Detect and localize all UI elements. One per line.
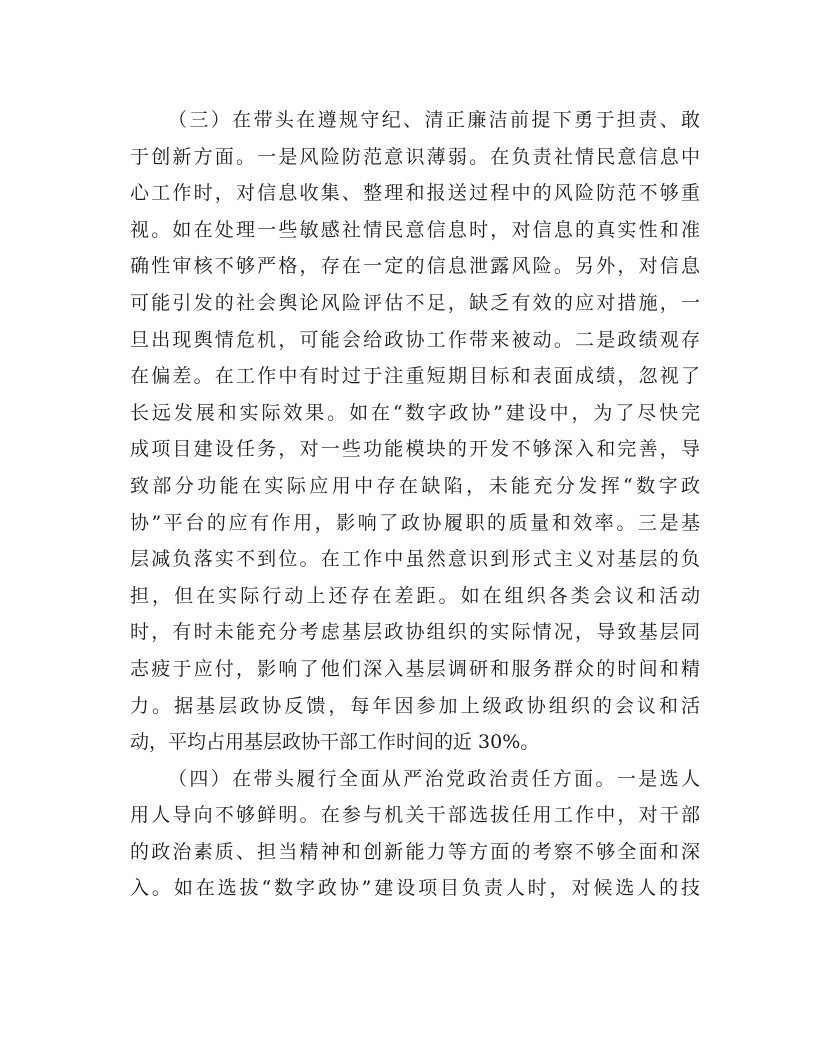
paragraph-line: 时，有时未能充分考虑基层政协组织的实际情况，导致基层同: [130, 621, 700, 644]
paragraph-line: 长远发展和实际效果。如在“数字政协”建设中，为了尽快完: [130, 401, 700, 424]
paragraph-line: 动，平均占用基层政协干部工作时间的近 30%。: [130, 731, 540, 754]
paragraph-line: 担，但在实际行动上还存在差距。如在组织各类会议和活动: [130, 584, 700, 607]
paragraph-line: 成项目建设任务，对一些功能模块的开发不够深入和完善，导: [130, 438, 700, 461]
paragraph-line: （三）在带头在遵规守纪、清正廉洁前提下勇于担责、敢: [168, 109, 700, 131]
paragraph-line: 视。如在处理一些敏感社情民意信息时，对信息的真实性和准: [130, 218, 700, 241]
paragraph-line: 确性审核不够严格，存在一定的信息泄露风险。另外，对信息: [130, 255, 700, 278]
paragraph-line: （四）在带头履行全面从严治党政治责任方面。一是选人: [168, 767, 700, 790]
paragraph-line: 力。据基层政协反馈，每年因参加上级政协组织的会议和活: [130, 694, 700, 717]
paragraph-line: 志疲于应付，影响了他们深入基层调研和服务群众的时间和精: [130, 657, 700, 680]
body-text: [130, 102, 700, 907]
paragraph-line: 用人导向不够鲜明。在参与机关干部选拔任用工作中，对干部: [130, 804, 700, 827]
paragraph-line: 的政治素质、担当精神和创新能力等方面的考察不够全面和深: [130, 840, 700, 863]
paragraph-line: 于创新方面。一是风险防范意识薄弱。在负责社情民意信息中: [130, 145, 700, 168]
paragraph-section-3: [130, 102, 700, 761]
paragraph-line: 可能引发的社会舆论风险评估不足，缺乏有效的应对措施，一: [130, 291, 700, 314]
paragraph-section-4: [130, 761, 700, 907]
paragraph-line: 层减负落实不到位。在工作中虽然意识到形式主义对基层的负: [130, 548, 700, 571]
paragraph-line: 入。如在选拔“数字政协”建设项目负责人时，对候选人的技: [130, 877, 700, 900]
paragraph-line: 心工作时，对信息收集、整理和报送过程中的风险防范不够重: [130, 182, 700, 205]
paragraph-line: 在偏差。在工作中有时过于注重短期目标和表面成绩，忽视了: [130, 365, 700, 388]
paragraph-line: 旦出现舆情危机，可能会给政协工作带来被动。二是政绩观存: [130, 328, 700, 351]
paragraph-line: 协”平台的应有作用，影响了政协履职的质量和效率。三是基: [130, 511, 700, 534]
paragraph-line: 致部分功能在实际应用中存在缺陷，未能充分发挥“数字政: [130, 474, 700, 497]
